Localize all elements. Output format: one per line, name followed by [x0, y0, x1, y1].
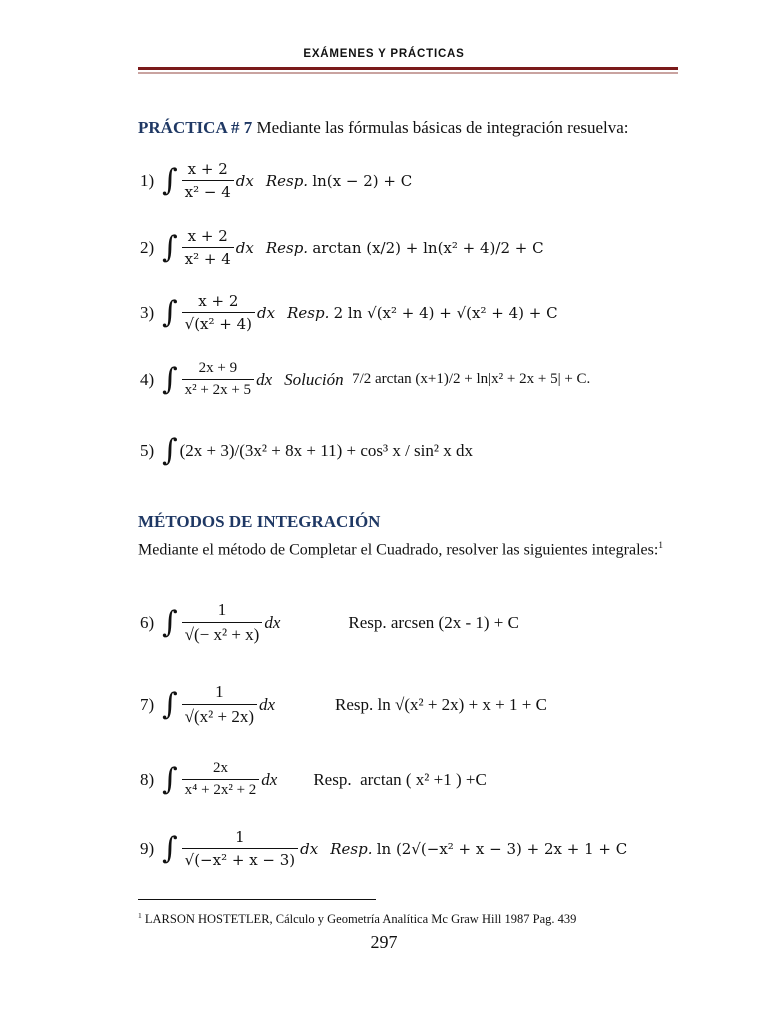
- integrand-fraction: $\frac{x + 2}{\text{x² − 4}}$: [182, 160, 234, 201]
- integrand-fraction: $\frac{2x}{\text{x⁴ + 2x² + 2}}$: [182, 760, 260, 799]
- resp-label: Resp.: [287, 303, 330, 322]
- problem-number: 1): [140, 170, 155, 190]
- problem-8: 8) ∫ $\frac{2x}{\text{x⁴ + 2x² + 2}}$ dx Resp. arctan ( x² +1 ) +C: [140, 760, 487, 798]
- integral-sign: ∫: [162, 229, 178, 265]
- integral-sign: ∫: [162, 433, 178, 468]
- problem-7: 7) ∫ $\frac{1}{\text{√(x² + 2x)}}$ dx Resp. ln √(x² + 2x) + x + 1 + C: [140, 682, 547, 726]
- methods-heading: MÉTODOS DE INTEGRACIÓN: [138, 512, 381, 531]
- footnote-marker: 1: [138, 911, 142, 920]
- integrand-fraction: $\frac{1}{\text{√(− x² + x)}}$: [182, 600, 263, 645]
- problem-6: 6) ∫ $\frac{1}{\text{√(− x² + x)}}$ dx Resp. arcsen (2x - 1) + C: [140, 600, 519, 644]
- problem-number: 4): [140, 369, 155, 389]
- practice-heading: [138, 118, 629, 138]
- footnote-ref: 1: [658, 540, 664, 551]
- integral-sign: ∫: [162, 686, 178, 722]
- integrand-fraction: $\frac{1}{\text{√(−x² + x − 3)}}$: [182, 828, 299, 869]
- integral-sign: ∫: [162, 162, 178, 198]
- footnote-text: LARSON HOSTETLER, Cálculo y Geometría Analítica Mc Graw Hill 1987 Pag. 439: [144, 912, 577, 927]
- page-number: 297: [370, 932, 398, 952]
- answer: arcsen (2x - 1) + C: [390, 612, 519, 632]
- methods-intro: Mediante el método de Completar el Cuadrado, resolver las siguientes integrales:$^1$: [138, 540, 664, 559]
- problem-number: 5): [140, 441, 155, 460]
- resp-label: Resp.: [265, 238, 309, 257]
- problem-number: 6): [140, 612, 155, 632]
- problem-5: [140, 433, 473, 468]
- problem-4: 4) ∫ $\frac{2x + 9}{\text{x² + 2x + 5}}$ dx Solución 7/2 arctan (x+1)/2 + ln|x² + 2x + 5| + C.: [140, 360, 591, 398]
- running-header: EXÁMENES Y PRÁCTICAS: [303, 48, 465, 60]
- problem-number: 3): [140, 302, 155, 322]
- integral-sign: ∫: [162, 294, 178, 330]
- resp-label: Resp.: [313, 769, 352, 789]
- integrand-fraction: $\frac{x + 2}{\text{x² + 4}}$: [182, 227, 234, 268]
- answer: arctan (x/2) + ln(x² + 4)/2 + C: [312, 238, 544, 257]
- integrand-fraction: $\frac{1}{\text{√(x² + 2x)}}$: [182, 682, 257, 727]
- integral-sign: ∫: [162, 761, 178, 797]
- footnote: [138, 911, 576, 927]
- practice-label: PRÁCTICA # 7: [138, 118, 253, 137]
- answer: 7/2 arctan (x+1)/2 + ln|x² + 2x + 5| + C.: [352, 371, 591, 387]
- integral-sign: ∫: [162, 604, 178, 640]
- header-rule-thin: [138, 72, 678, 74]
- answer: 2 ln √(x² + 4) + √(x² + 4) + C: [333, 303, 558, 322]
- answer: ln (2√(−x² + x − 3) + 2x + 1 + C: [376, 839, 628, 858]
- problem-3: 3) ∫ $\frac{x + 2}{\text{√(x² + 4)}}$ dx Resp. 2 ln √(x² + 4) + √(x² + 4) + C: [140, 292, 558, 333]
- practice-instruction: Mediante las fórmulas básicas de integración resuelva:: [256, 118, 629, 137]
- integral-sign: ∫: [162, 361, 178, 397]
- resp-label: Resp.: [265, 171, 309, 190]
- resp-label: Resp.: [335, 694, 374, 714]
- answer: ln(x − 2) + C: [312, 171, 413, 190]
- answer: arctan ( x² +1 ) +C: [360, 769, 487, 789]
- resp-label: Resp.: [330, 839, 373, 858]
- problem-1: 1) ∫ $\frac{x + 2}{\text{x² − 4}}$ dx Resp. ln(x − 2) + C: [140, 160, 413, 201]
- answer: ln √(x² + 2x) + x + 1 + C: [377, 694, 547, 714]
- integrand: (2x + 3)/(3x² + 8x + 11) + cos³ x / sin² x dx: [179, 441, 473, 460]
- integral-sign: ∫: [162, 830, 178, 866]
- header-rule: [138, 67, 678, 70]
- resp-label: Resp.: [348, 612, 387, 632]
- footnote-rule: [138, 899, 376, 900]
- problem-number: 7): [140, 694, 155, 714]
- problem-2: 2) ∫ $\frac{x + 2}{\text{x² + 4}}$ dx Resp. arctan (x/2) + ln(x² + 4)/2 + C: [140, 227, 544, 268]
- problem-number: 9): [140, 838, 155, 858]
- resp-label: Solución: [284, 369, 344, 389]
- problem-number: 2): [140, 237, 155, 257]
- integrand-fraction: $\frac{2x + 9}{\text{x² + 2x + 5}}$: [182, 360, 254, 399]
- integrand-fraction: $\frac{x + 2}{\text{√(x² + 4)}}$: [182, 292, 255, 333]
- problem-number: 8): [140, 769, 155, 789]
- problem-9: 9) ∫ $\frac{1}{\text{√(−x² + x − 3)}}$ dx Resp. ln (2√(−x² + x − 3) + 2x + 1 + C: [140, 828, 628, 869]
